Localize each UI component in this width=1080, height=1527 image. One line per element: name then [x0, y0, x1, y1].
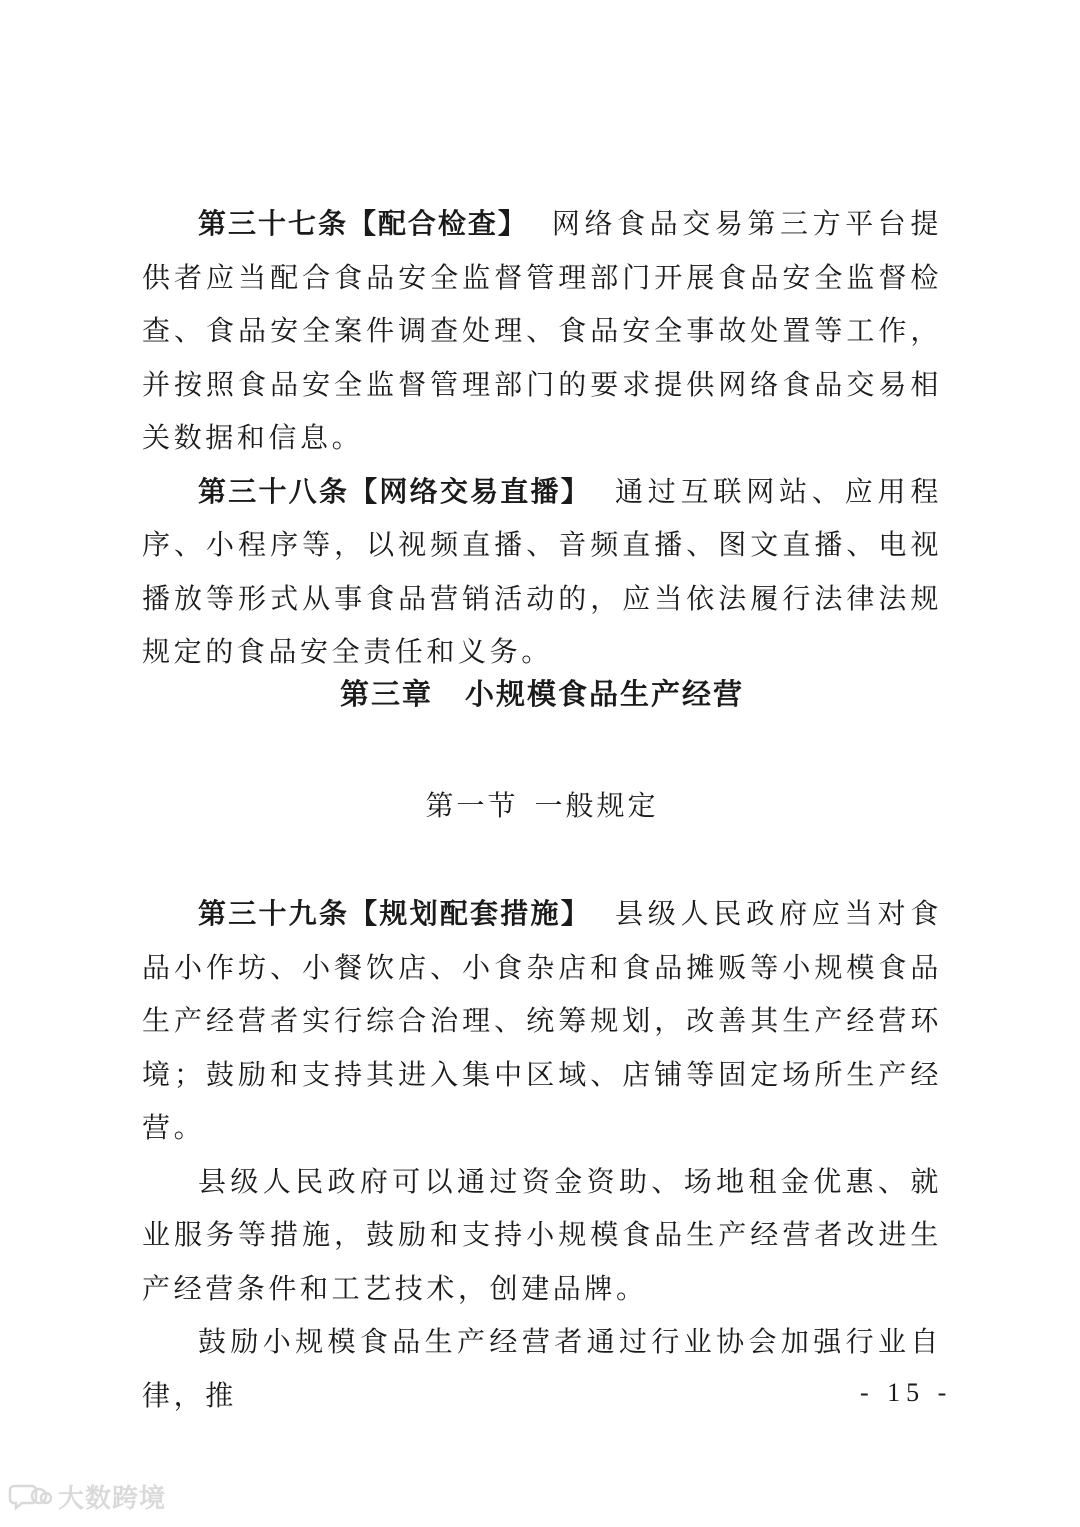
section-number: 第一节 — [425, 789, 519, 822]
article-38-title: 第三十八条 — [198, 474, 350, 508]
article-38-body: 通过互联网站、应用程序、小程序等，以视频直播、音频直播、图文直播、电视播放等形式从事食品营销活动的，应当依法履行法律法规规定的食品安全责任和义务。 — [142, 474, 942, 668]
article-37-title: 第三十七条 — [198, 207, 348, 240]
watermark-text: 大数跨境 — [58, 1484, 167, 1514]
article-37-tag: 【配合检查】 — [347, 207, 528, 240]
article-38-tag: 【网络交易直播】 — [349, 474, 591, 508]
articles-block-bottom — [142, 887, 942, 1422]
article-37-body: 网络食品交易第三方平台提供者应当配合食品安全监督管理部门开展食品安全监督检查、食品安全案件调查处理、食品安全事故处置等工作，并按照食品安全监督管理部门的要求提供网络食品交易相关数据和信息。 — [142, 207, 942, 454]
page-number: - 15 - — [860, 1378, 953, 1407]
article-39-body: 县级人民政府应当对食品小作坊、小餐饮店、小食杂店和食品摊贩等小规模食品生产经营者实行综合治理、统筹规划，改善其生产经营环境；鼓励和支持其进入集中区域、店铺等固定场所生产经营。 — [142, 897, 942, 1144]
article-39-title: 第三十九条 — [198, 897, 350, 930]
article-39-paragraph-3: 鼓励小规模食品生产经营者通过行业协会加强行业自律，推 — [142, 1325, 942, 1412]
section-title: 一般规定 — [534, 789, 659, 822]
article-37 — [142, 197, 942, 465]
chapter-heading — [142, 672, 942, 713]
article-39-tag: 【规划配套措施】 — [349, 897, 591, 930]
article-38 — [142, 465, 942, 679]
article-39-paragraph-2: 县级人民政府可以通过资金资助、场地租金优惠、就业服务等措施，鼓励和支持小规模食品生产经营者改进生产经营条件和工艺技术，创建品牌。 — [142, 1164, 942, 1305]
chapter-title: 小规模食品生产经营 — [465, 677, 745, 711]
chat-bubble-logo-icon — [8, 1482, 52, 1512]
section-heading — [142, 784, 942, 824]
chapter-number: 第三章 — [339, 677, 433, 711]
articles-block-top — [142, 197, 942, 679]
watermark — [8, 1478, 166, 1515]
article-39 — [142, 887, 942, 1155]
